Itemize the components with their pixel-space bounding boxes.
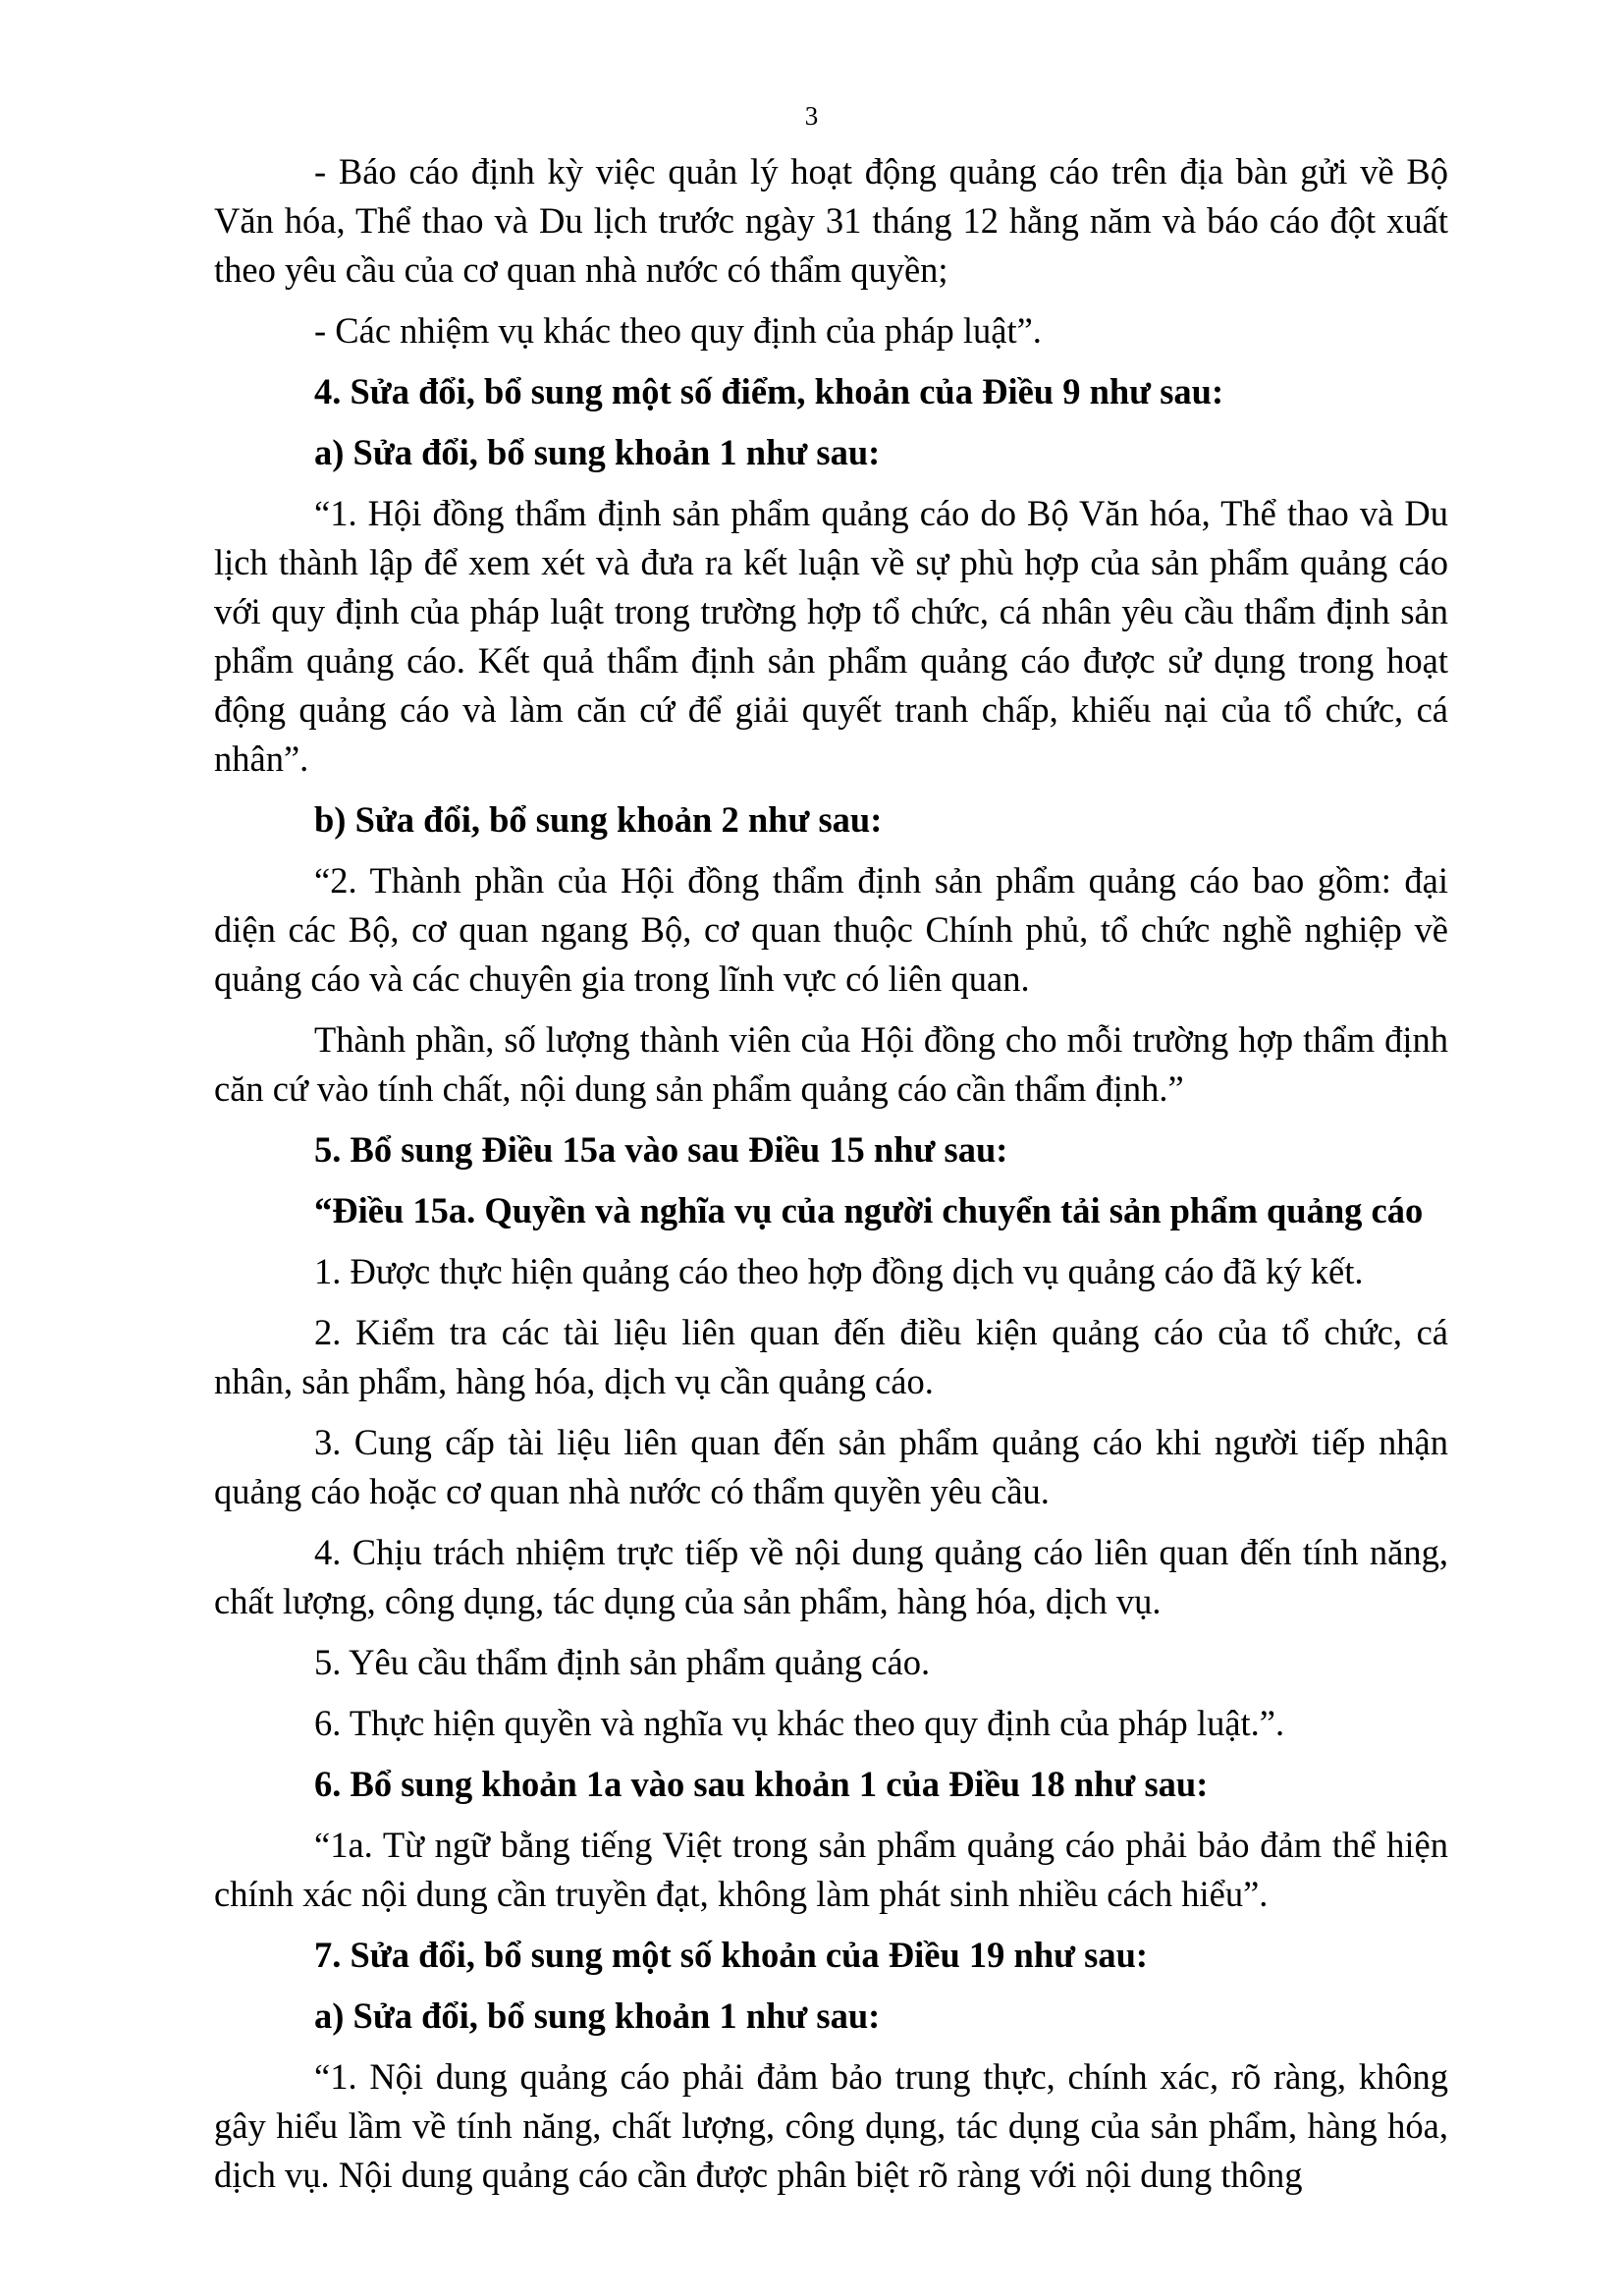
list-item-15a-1: 1. Được thực hiện quảng cáo theo hợp đồng dịch vụ quảng cáo đã ký kết. xyxy=(314,1251,1364,1291)
paragraph-other-duties: - Các nhiệm vụ khác theo quy định của pháp luật”. xyxy=(314,310,1042,351)
document-body xyxy=(214,147,1448,2212)
heading-article-15a: “Điều 15a. Quyền và nghĩa vụ của người chuyển tải sản phẩm quảng cáo xyxy=(314,1190,1424,1230)
paragraph-council-members: Thành phần, số lượng thành viên của Hội đồng cho mỗi trường hợp thẩm định căn cứ vào tính chất, nội dung sản phẩm quảng cáo cần thẩm định.” xyxy=(214,1019,1448,1109)
list-item-15a-3: 3. Cung cấp tài liệu liên quan đến sản phẩm quảng cáo khi người tiếp nhận quảng cáo hoặc cơ quan nhà nước có thẩm quyền yêu cầu. xyxy=(214,1422,1448,1511)
paragraph-report-duty: - Báo cáo định kỳ việc quản lý hoạt động quảng cáo trên địa bàn gửi về Bộ Văn hóa, Thể thao và Du lịch trước ngày 31 tháng 12 hằng năm và báo cáo đột xuất theo yêu cầu của cơ quan nhà nước có thẩm quyền; xyxy=(214,151,1448,290)
list-item-15a-4: 4. Chịu trách nhiệm trực tiếp về nội dung quảng cáo liên quan đến tính năng, chất lượng, công dụng, tác dụng của sản phẩm, hàng hóa, dịch vụ. xyxy=(214,1532,1448,1621)
list-item-15a-2: 2. Kiểm tra các tài liệu liên quan đến điều kiện quảng cáo của tổ chức, cá nhân, sản phẩm, hàng hóa, dịch vụ cần quảng cáo. xyxy=(214,1312,1448,1401)
list-item-15a-6: 6. Thực hiện quyền và nghĩa vụ khác theo quy định của pháp luật.”. xyxy=(314,1703,1285,1743)
paragraph-council-composition: “2. Thành phần của Hội đồng thẩm định sản phẩm quảng cáo bao gồm: đại diện các Bộ, cơ quan ngang Bộ, cơ quan thuộc Chính phủ, tổ chức nghề nghiệp về quảng cáo và các chuyên gia trong lĩnh vực có liên quan. xyxy=(214,860,1448,999)
heading-item-7: 7. Sửa đổi, bổ sung một số khoản của Điều 19 như sau: xyxy=(314,1935,1149,1975)
subheading-7a: a) Sửa đổi, bổ sung khoản 1 như sau: xyxy=(314,1995,881,2036)
list-item-15a-5: 5. Yêu cầu thẩm định sản phẩm quảng cáo. xyxy=(314,1642,931,1682)
paragraph-content-requirements: “1. Nội dung quảng cáo phải đảm bảo trung thực, chính xác, rõ ràng, không gây hiểu lầm về tính năng, chất lượng, công dụng, tác dụng của sản phẩm, hàng hóa, dịch vụ. Nội dung quảng cáo cần được phân biệt rõ ràng với nội dung thông xyxy=(214,2056,1448,2195)
page-number: 3 xyxy=(804,101,819,131)
subheading-4b: b) Sửa đổi, bổ sung khoản 2 như sau: xyxy=(314,799,883,840)
heading-item-6: 6. Bổ sung khoản 1a vào sau khoản 1 của Điều 18 như sau: xyxy=(314,1764,1209,1804)
paragraph-council-establishment: “1. Hội đồng thẩm định sản phẩm quảng cáo do Bộ Văn hóa, Thể thao và Du lịch thành lập để xem xét và đưa ra kết luận về sự phù hợp của sản phẩm quảng cáo với quy định của pháp luật trong trường hợp tổ chức, cá nhân yêu cầu thẩm định sản phẩm quảng cáo. Kết quả thẩm định sản phẩm quảng cáo được sử dụng trong hoạt động quảng cáo và làm căn cứ để giải quyết tranh chấp, khiếu nại của tổ chức, cá nhân”. xyxy=(214,493,1448,779)
heading-item-4: 4. Sửa đổi, bổ sung một số điểm, khoản của Điều 9 như sau: xyxy=(314,371,1224,411)
subheading-4a: a) Sửa đổi, bổ sung khoản 1 như sau: xyxy=(314,432,881,472)
heading-item-5: 5. Bổ sung Điều 15a vào sau Điều 15 như sau: xyxy=(314,1129,1008,1170)
paragraph-clause-1a: “1a. Từ ngữ bằng tiếng Việt trong sản phẩm quảng cáo phải bảo đảm thể hiện chính xác nội dung cần truyền đạt, không làm phát sinh nhiều cách hiểu”. xyxy=(214,1825,1448,1914)
